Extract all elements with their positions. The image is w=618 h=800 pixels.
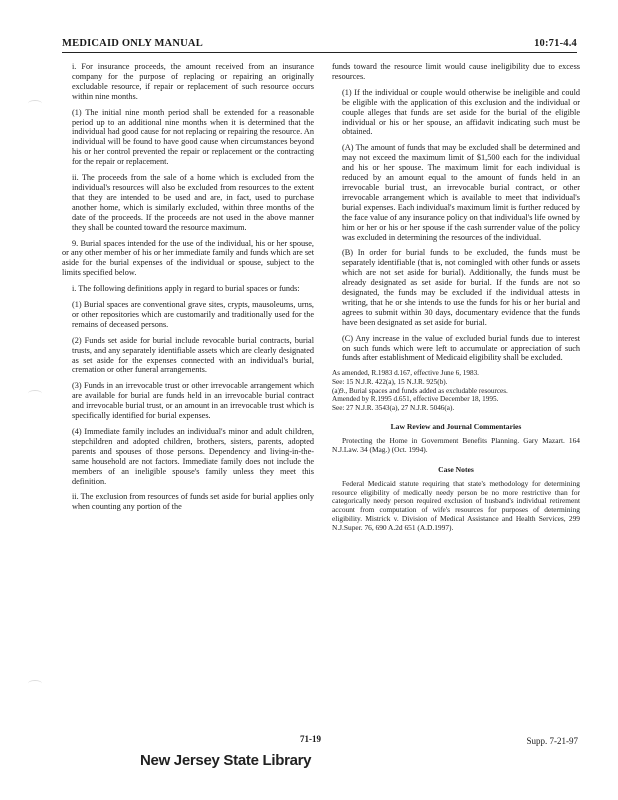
- paragraph: ii. The proceeds from the sale of a home which is excluded from the individual's resources will also be excluded from resources to the extent that they are intended to be used and are, in fact, used to purchase another home, which is similarly excluded, within three months of the date of the proceeds. If the proceeds are not used in the above manner they shall be counted toward the resource maximum.: [72, 173, 314, 232]
- case-notes-text: Federal Medicaid statute requiring that state's methodology for determining resource eligibility of medically needy person be no more restrictive than for categorically needy person required exclusion of husband's individual retirement account from computation of wife's resources for purposes of determining eligibility. Mistrick v. Division of Medical Assistance and Health Services, 299 N.J.Super. 76, 690 A.2d 651 (A.D.1997).: [332, 478, 580, 532]
- case-notes-heading: Case Notes: [438, 464, 474, 474]
- section-number: 10:71-4.4: [534, 38, 577, 49]
- amendment-history: [332, 369, 580, 412]
- paragraph: (A) The amount of funds that may be excluded shall be determined and may not exceed the maximum limit of $1,500 each for the individual and his or her spouse. The maximum limit for each individual is reduced by an amount equal to the amount of funds held in an irrevocable burial trust, an irrevocable burial contract, or other irrevocable arrangement which is available to meet that individual's burial expenses. Each individual's maximum limit is further reduced by the face value of any insurance policy on that individual's life owned by him or her or his or her spouse if the cash surrender value of the policy was excluded in determining the resources of the individual.: [342, 143, 580, 242]
- supplement-date: Supp. 7-21-97: [526, 736, 578, 746]
- law-review-text: Protecting the Home in Government Benefits Planning. Gary Mazart. 164 N.J.Law. 34 (Mag.) (Oct. 1994).: [332, 436, 580, 455]
- paragraph: (C) Any increase in the value of excluded burial funds due to interest on such funds which were left to accumulate or appreciation of such funds after establishment of Medicaid eligibility shall be excluded.: [342, 333, 580, 363]
- paragraph: ii. The exclusion from resources of funds set aside for burial applies only when counting any portion of the: [72, 492, 314, 512]
- left-column: [62, 62, 314, 518]
- page-number: 71-19: [300, 734, 321, 744]
- right-column: [332, 62, 580, 539]
- history-line: See: 15 N.J.R. 422(a), 15 N.J.R. 925(b).: [332, 377, 448, 386]
- paragraph: (4) Immediate family includes an individual's minor and adult children, stepchildren and adopted children, brothers, sisters, parents, adopted parents and spouses of those persons. Dependency and living-in-the-same household are not factors. Immediate family does not include the members of an ineligible spouse's family unless they meet this definition.: [72, 427, 314, 486]
- law-review-heading: Law Review and Journal Commentaries: [390, 422, 522, 432]
- paragraph: (1) The initial nine month period shall be extended for a reasonable period up to an additional nine months when it is determined that the individual had good cause for not replacing or repairing the resource. An individual will be found to have good cause when circumstances beyond his or her control prevented the repair or replacement or the contracting for the repair or replacement.: [72, 107, 314, 167]
- scan-mark: [28, 680, 42, 687]
- paragraph: funds toward the resource limit would cause ineligibility due to excess resources.: [332, 62, 580, 81]
- paragraph: (1) If the individual or couple would otherwise be ineligible and could be eligible with the application of this exclusion and the individual or couple alleges that funds are set aside for the burial of the eligible individual or his or her spouse, an affidavit indicating such must be obtained.: [342, 87, 580, 137]
- paragraph: (2) Funds set aside for burial include revocable burial contracts, burial trusts, and any separately identifiable assets which are clearly designated as set aside for the expenses connected with an individual's burial, cremation or other funeral arrangements.: [72, 335, 314, 375]
- paragraph: (1) Burial spaces are conventional grave sites, crypts, mausoleums, urns, or other repositories which are customarily and traditionally used for the remains of deceased persons.: [72, 300, 314, 329]
- history-line: As amended, R.1983 d.167, effective June 6, 1983.: [332, 369, 479, 378]
- manual-title: MEDICAID ONLY MANUAL: [62, 38, 203, 49]
- history-line: (a)9., Burial spaces and funds added as excludable resources.: [332, 386, 508, 395]
- library-stamp: New Jersey State Library: [140, 752, 312, 769]
- paragraph: i. For insurance proceeds, the amount received from an insurance company for the purpose of replacing or repairing an originally excludable resource, if repair or replacement of such resource occurs within nine months.: [72, 62, 314, 101]
- paragraph: 9. Burial spaces intended for the use of the individual, his or her spouse, or any other member of his or her immediate family and funds which are set aside for the burial expenses of the individual or spouse, subject to the limits specified below.: [62, 238, 314, 278]
- paragraph: (B) In order for burial funds to be excluded, the funds must be separately identifiable (that is, not comingled with other funds or assets which are not set aside for burial). Additionally, the funds must be already designated as set aside for burial. If the funds are not so designated, the funds may be excluded if the individual attests in writing, that he or she intends to use the funds for his or her burial and agrees to submit within 30 days, documentary evidence that the funds have been designated as set aside for burial.: [342, 248, 580, 327]
- paragraph: i. The following definitions apply in regard to burial spaces or funds:: [72, 284, 300, 294]
- paragraph: (3) Funds in an irrevocable trust or other irrevocable arrangement which are available for burial are funds held in an irrevocable burial contract and irrevocable burial trust, or an amount in an irrevocable trust which is specifically identified for burial expenses.: [72, 381, 314, 421]
- scan-mark: [28, 100, 42, 107]
- running-header: [62, 38, 577, 53]
- scan-mark: [28, 390, 42, 397]
- history-line: Amended by R.1995 d.651, effective December 18, 1995.: [332, 395, 499, 404]
- history-line: See: 27 N.J.R. 3543(a), 27 N.J.R. 5046(a).: [332, 403, 455, 412]
